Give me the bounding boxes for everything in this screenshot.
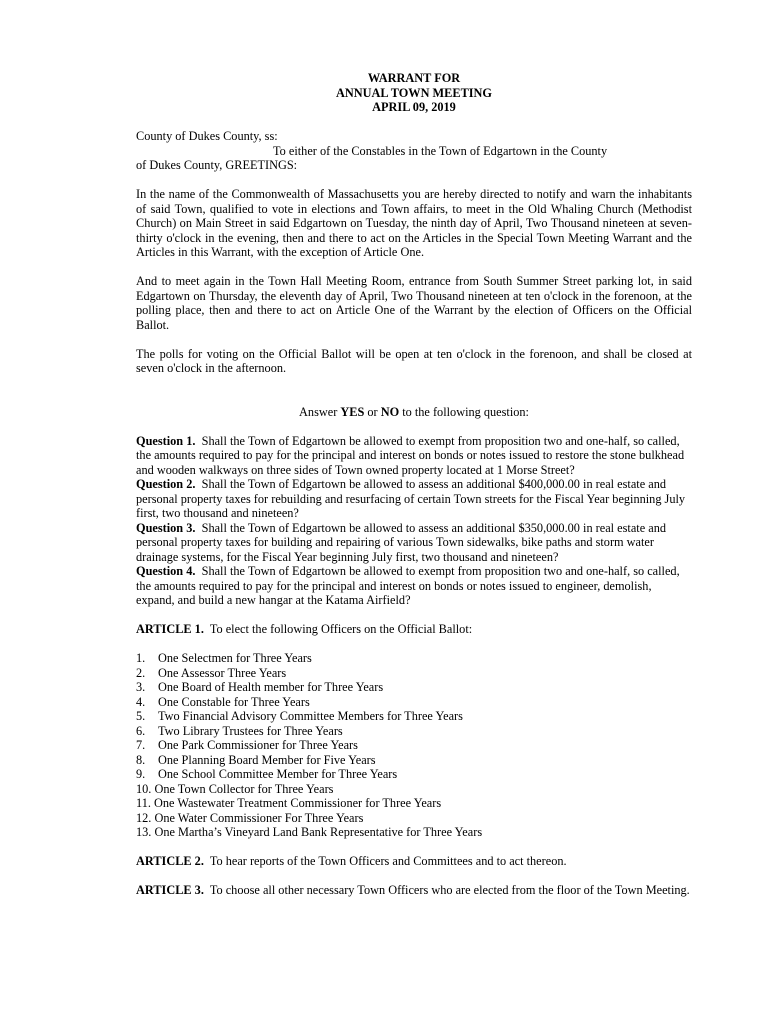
question-2 — [136, 477, 692, 521]
article-3 — [136, 883, 692, 898]
question-1 — [136, 434, 692, 478]
paragraph-meet-again: And to meet again in the Town Hall Meeting Room, entrance from South Summer Street parking lot, in said Edgartown on Thursday, the eleventh day of April, Two Thousand nineteen at ten o'clock in the forenoon, at the polling place, then and there to act on Article One of the Warrant by the election of Officers on the Official Ballot. — [136, 274, 692, 332]
article-label: ARTICLE 3. — [136, 883, 204, 897]
question-text: Shall the Town of Edgartown be allowed to assess an additional $400,000.00 in real estate and personal property taxes for rebuilding and resurfacing of certain Town streets for the Fiscal Year beginning July first, two thousand and nineteen? — [136, 477, 686, 520]
list-item: 7. One Park Commissioner for Three Years — [136, 738, 358, 752]
paragraph-polls: The polls for voting on the Official Ballot will be open at ten o'clock in the forenoon, and shall be closed at seven o'clock in the afternoon. — [136, 346, 692, 375]
list-item: 1. One Selectmen for Three Years — [136, 651, 312, 665]
article-text: To hear reports of the Town Officers and Committees and to act thereon. — [209, 854, 567, 868]
list-item: 5. Two Financial Advisory Committee Members for Three Years — [136, 709, 463, 723]
question-3 — [136, 521, 692, 565]
list-item: 11. One Wastewater Treatment Commissioner for Three Years — [136, 796, 442, 810]
article-1 — [136, 622, 692, 637]
question-label: Question 1. — [136, 433, 196, 448]
list-item: 6. Two Library Trustees for Three Years — [136, 723, 343, 738]
article-2 — [136, 854, 692, 869]
list-item: 12. One Water Commissioner For Three Years — [136, 810, 364, 825]
list-item: 10. One Town Collector for Three Years — [136, 781, 334, 796]
title-line-3: APRIL 09, 2019 — [372, 100, 456, 114]
warrant-title — [136, 71, 692, 115]
answer-instruction: Answer YES or NO to the following question: — [299, 404, 529, 419]
article-label: ARTICLE 2. — [136, 854, 204, 868]
question-4 — [136, 564, 692, 608]
officers-list — [136, 651, 692, 840]
title-line-2: ANNUAL TOWN MEETING — [335, 85, 493, 100]
article-text: To elect the following Officers on the Official Ballot: — [209, 622, 473, 636]
county-line: County of Dukes County, ss: — [136, 129, 278, 143]
answer-yes: YES — [340, 404, 365, 419]
constables-line: To either of the Constables in the Town of Edgartown in the County — [273, 143, 608, 158]
list-item: 2. One Assessor Three Years — [136, 665, 287, 680]
list-item: 3. One Board of Health member for Three Years — [136, 680, 384, 694]
article-text: To choose all other necessary Town Officers who are elected from the floor of the Town Meeting. — [209, 883, 690, 897]
list-item: 8. One Planning Board Member for Five Years — [136, 752, 376, 767]
question-label: Question 2. — [136, 477, 196, 491]
list-item: 9. One School Committee Member for Three Years — [136, 767, 398, 781]
question-text: Shall the Town of Edgartown be allowed to exempt from proposition two and one-half, so called, the amounts required to pay for the principal and interest on bonds or notes issued to restore the stone bulkhead and wooden walkways on three sides of Town owned property located at 1 Morse Street? — [136, 433, 685, 477]
question-label: Question 4. — [136, 564, 196, 578]
question-label: Question 3. — [136, 520, 196, 535]
question-text: Shall the Town of Edgartown be allowed to exempt from proposition two and one-half, so called, the amounts required to pay for the principal and interest on bonds or notes issued to engineer, demolish, expand, and build a new hangar at the Katama Airfield? — [136, 564, 680, 607]
title-line-1: WARRANT FOR — [367, 71, 461, 85]
document-body — [136, 71, 692, 898]
list-item: 13. One Martha’s Vineyard Land Bank Representative for Three Years — [136, 825, 483, 839]
answer-no: NO — [380, 404, 400, 419]
list-item: 4. One Constable for Three Years — [136, 694, 310, 709]
greetings-line: of Dukes County, GREETINGS: — [136, 158, 298, 172]
paragraph-notify: In the name of the Commonwealth of Massachusetts you are hereby directed to notify and warn the inhabitants of said Town, qualified to vote in elections and Town affairs, to meet in the Old Whaling Church (Methodist Church) on Main Street in said Edgartown on Tuesday, the ninth day of April, Two Thousand nineteen at seven-thirty o'clock in the evening, then and there to act on the Articles in the Special Town Meeting Warrant and the Articles in this Warrant, with the exception of Article One. — [136, 187, 692, 259]
article-label: ARTICLE 1. — [136, 622, 204, 636]
question-text: Shall the Town of Edgartown be allowed to assess an additional $350,000.00 in real estate and personal property taxes for building and repairing of various Town sidewalks, bike paths and storm water drainage systems, for the Fiscal Year beginning July first, two thousand and nineteen? — [136, 520, 666, 564]
